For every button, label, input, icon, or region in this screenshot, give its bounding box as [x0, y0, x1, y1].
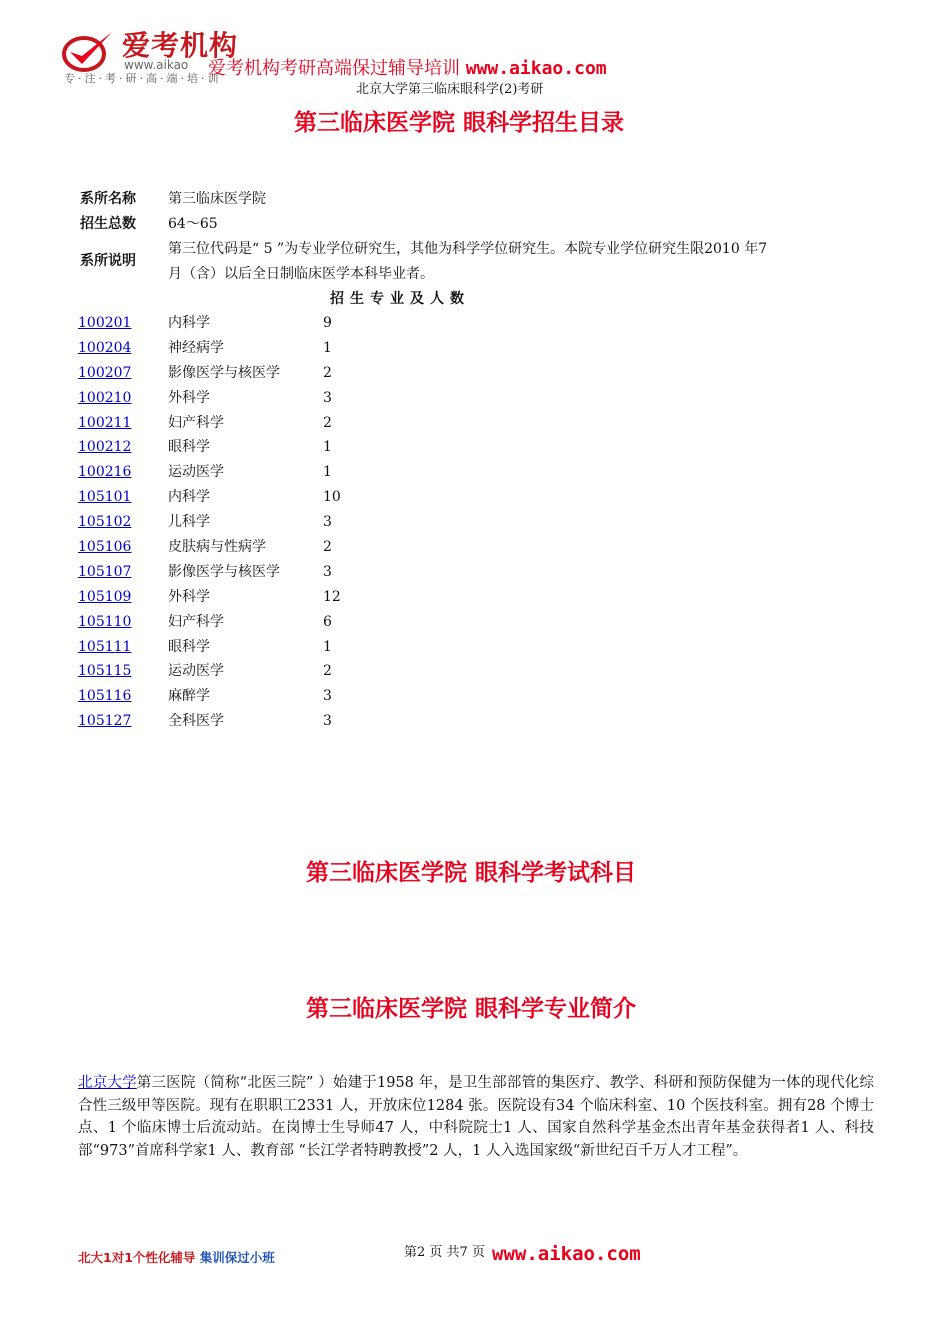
- major-name: 皮肤病与性病学: [168, 539, 266, 556]
- footer-promo-red: 北大1对1个性化辅导: [78, 1250, 200, 1265]
- pku-link[interactable]: 北京大学: [78, 1075, 137, 1091]
- major-code-link[interactable]: 105101: [78, 489, 132, 506]
- major-row: [78, 460, 478, 485]
- major-code-link[interactable]: 100211: [78, 414, 132, 431]
- total-value: 64～65: [168, 216, 218, 232]
- major-code-link[interactable]: 105116: [78, 688, 132, 705]
- dept-label: 系所名称: [80, 191, 136, 207]
- major-name: 运动医学: [168, 663, 224, 680]
- major-name: 妇产科学: [168, 613, 224, 630]
- major-count: 3: [323, 563, 332, 580]
- major-name: 外科学: [168, 389, 210, 406]
- major-code-link[interactable]: 100207: [78, 364, 132, 381]
- major-row: [78, 510, 478, 535]
- major-row: [78, 635, 478, 660]
- major-code-link[interactable]: 105109: [78, 588, 132, 605]
- major-table-heading: 招生专业及人数: [330, 291, 470, 307]
- major-code-link[interactable]: 100204: [78, 339, 132, 356]
- major-name: 神经病学: [168, 339, 224, 356]
- footer-promo: [78, 1248, 275, 1266]
- major-count: 1: [323, 638, 332, 655]
- major-name: 麻醉学: [168, 688, 210, 705]
- major-row: [78, 585, 478, 610]
- major-code-link[interactable]: 100212: [78, 439, 132, 456]
- major-code-link[interactable]: 100216: [78, 464, 132, 481]
- major-row: [78, 659, 478, 684]
- major-count: 1: [323, 339, 332, 356]
- major-code-link[interactable]: 105102: [78, 514, 132, 531]
- total-label: 招生总数: [80, 216, 136, 232]
- major-name: 眼科学: [168, 638, 210, 655]
- intro-title: 第三临床医学院 眼科学专业简介: [305, 996, 636, 1022]
- major-name: 全科医学: [168, 713, 224, 730]
- checkmark-logo-icon: [60, 28, 114, 74]
- intro-paragraph: [78, 1072, 874, 1162]
- major-row: [78, 610, 478, 635]
- major-code-link[interactable]: 105127: [78, 713, 132, 730]
- major-row: [78, 336, 478, 361]
- major-code-link[interactable]: 100201: [78, 315, 132, 331]
- page-number: 第2 页 共7 页: [404, 1245, 485, 1260]
- major-code-link[interactable]: 105115: [78, 663, 132, 680]
- major-count: 2: [323, 539, 332, 556]
- major-row: [78, 435, 478, 460]
- major-count: 1: [323, 464, 332, 481]
- major-count: 12: [323, 588, 341, 605]
- major-count: 9: [323, 315, 332, 331]
- major-name: 影像医学与核医学: [168, 563, 280, 580]
- major-count: 2: [323, 663, 332, 680]
- major-count: 1: [323, 439, 332, 456]
- major-code-link[interactable]: 100210: [78, 389, 132, 406]
- header-banner-url[interactable]: www.aikao.com: [465, 58, 607, 79]
- major-code-link[interactable]: 105110: [78, 613, 132, 630]
- major-row: [78, 684, 478, 709]
- major-code-link[interactable]: 105106: [78, 539, 132, 556]
- logo-title: 爱考机构: [122, 29, 239, 62]
- major-row: [78, 485, 478, 510]
- major-name: 内科学: [168, 489, 210, 506]
- note-value: 第三位代码是“ 5 ”为专业学位研究生，其他为科学学位研究生。本院专业学位研究生限2010 年7 月（含）以后全日制临床医学本科毕业者。: [168, 241, 768, 282]
- major-list: [78, 311, 478, 734]
- enrollment-title: 第三临床医学院 眼科学招生目录: [293, 110, 624, 136]
- major-name: 眼科学: [168, 439, 210, 456]
- major-row: [78, 311, 478, 336]
- exam-title: 第三临床医学院 眼科学考试科目: [305, 860, 636, 886]
- intro-body: 第三医院（简称“北医三院” ）始建于1958 年，是卫生部部管的集医疗、教学、科研和预防保健为一体的现代化综合性三级甲等医院。现有在职职工2331 人，开放床位1284 张。医院设有34 个临床科室、10 个医技科室。拥有28 个博士点、1 个临床博士后流动站。在岗博士生导师47 人，中科院院士1 人、国家自然科学基金杰出青年基金获得者1 人、科技部“973”首席科学家1 人、教育部 “长江学者特聘教授”2 人，1 人入选国家级“新世纪百千万人才工程”。: [78, 1075, 874, 1159]
- major-row: [78, 535, 478, 560]
- major-name: 外科学: [168, 588, 210, 605]
- major-count: 2: [323, 414, 332, 431]
- major-name: 儿科学: [168, 514, 210, 531]
- footer-promo-blue: 集训保过小班: [199, 1250, 275, 1265]
- header-banner-text: 爱考机构考研高端保过辅导培训: [208, 58, 466, 79]
- major-count: 2: [323, 364, 332, 381]
- footer-url[interactable]: www.aikao.com: [492, 1243, 641, 1265]
- major-count: 3: [323, 688, 332, 705]
- major-code-link[interactable]: 105107: [78, 563, 132, 580]
- major-count: 10: [323, 489, 341, 506]
- logo-url: www.aikao: [124, 58, 189, 72]
- header-subtitle: 北京大学第三临床眼科学(2)考研: [356, 82, 544, 97]
- major-row: [78, 361, 478, 386]
- major-row: [78, 386, 478, 411]
- logo-slogan: 专·注·考·研·高·端·培·训: [64, 72, 222, 85]
- major-count: 3: [323, 713, 332, 730]
- major-count: 6: [323, 613, 332, 630]
- major-row: [78, 411, 478, 436]
- header-banner: [208, 54, 607, 80]
- major-count: 3: [323, 514, 332, 531]
- note-label: 系所说明: [80, 253, 136, 269]
- major-count: 3: [323, 389, 332, 406]
- dept-value: 第三临床医学院: [168, 191, 266, 207]
- major-name: 妇产科学: [168, 414, 224, 431]
- major-row: [78, 560, 478, 585]
- major-row: [78, 709, 478, 734]
- major-name: 影像医学与核医学: [168, 364, 280, 381]
- major-name: 内科学: [168, 315, 210, 331]
- major-name: 运动医学: [168, 464, 224, 481]
- major-code-link[interactable]: 105111: [78, 638, 132, 655]
